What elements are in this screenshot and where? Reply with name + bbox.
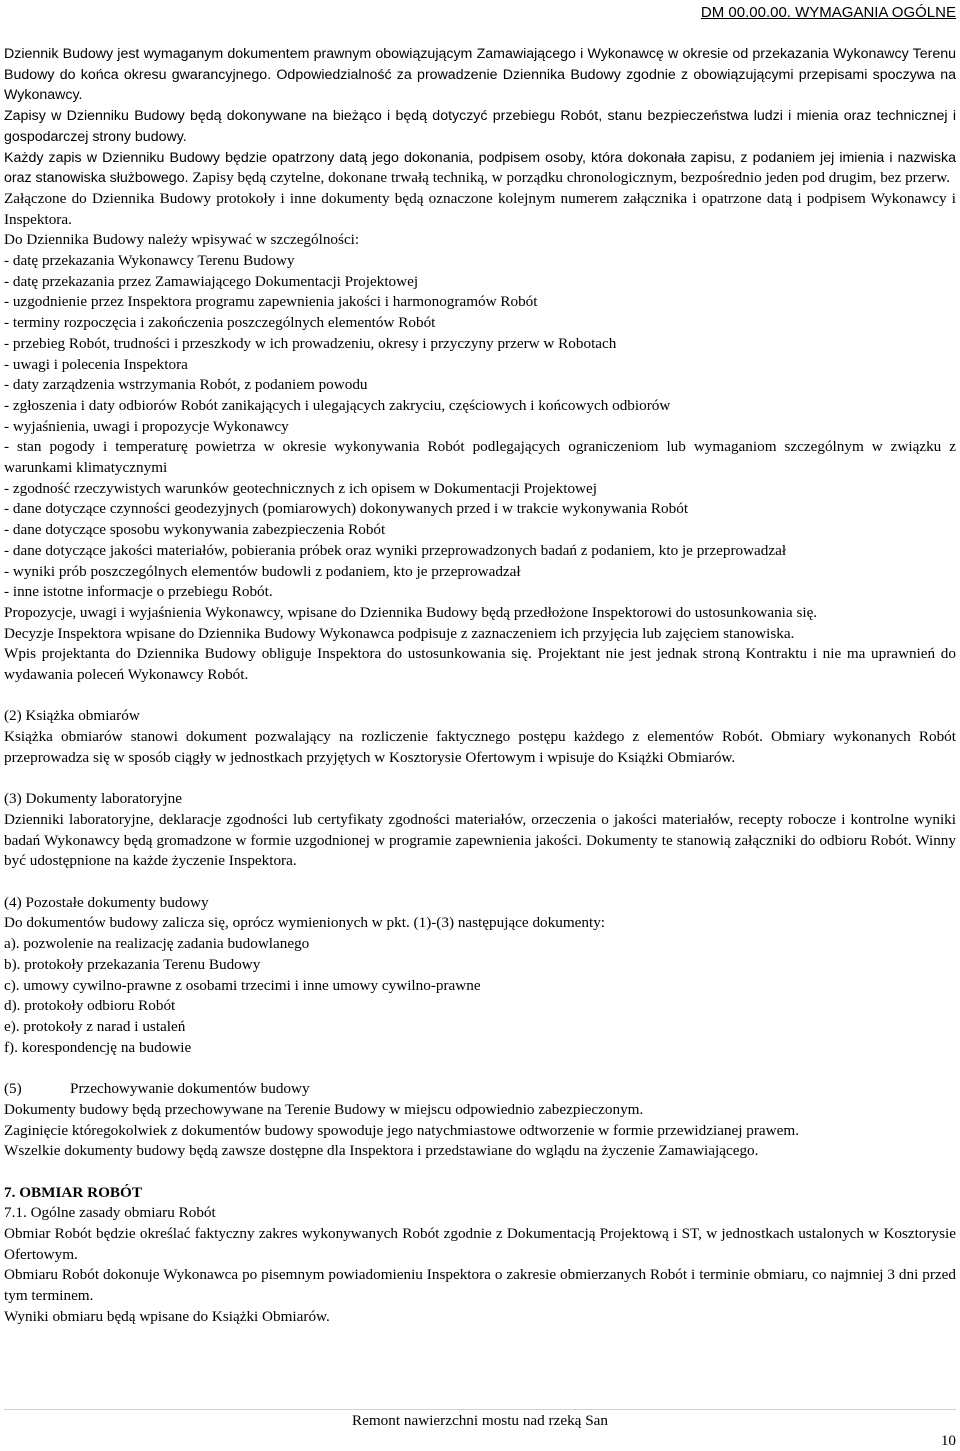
list-intro: Do Dziennika Budowy należy wpisywać w szczególności: — [4, 231, 360, 249]
paragraph: Propozycje, uwagi i wyjaśnienia Wykonawcy, wpisane do Dziennika Budowy będą przedłożone Inspektorowi do ustosunkowania się. — [4, 603, 818, 621]
page-number: 10 — [940, 1432, 956, 1449]
spacer — [4, 686, 956, 707]
paragraph: Książka obmiarów stanowi dokument pozwalający na rozliczenie faktycznego postępu każdego z elementów Robót. Obmiary wykonanych Robót przeprowadza się w sposób ciągły w jednostkach przyjętych w Kosztorysie Ofertowym i wpisuje do Książki Obmiarów. — [4, 728, 956, 766]
list-item: - wyniki prób poszczególnych elementów budowli z podaniem, kto je przeprowadzał — [4, 562, 521, 580]
list-item: - dane dotyczące czynności geodezyjnych (pomiarowych) dokonywanych przed i w trakcie wykonywania Robót — [4, 500, 689, 518]
running-header: DM 00.00.00. WYMAGANIA OGÓLNE — [700, 4, 956, 21]
paragraph: Zaginięcie któregokolwiek z dokumentów budowy spowoduje jego natychmiastowe odtworzenie w formie przewidzianej prawem. — [4, 1121, 799, 1139]
section-number: (5) — [4, 1080, 22, 1098]
paragraph-text: Każdy zapis w Dzienniku Budowy będzie opatrzony datą jego dokonania, podpisem osoby, która dokonała zapisu, z podaniem jej imienia i nazwiska oraz stanowiska służbowego. — [4, 149, 956, 187]
paragraph: Decyzje Inspektora wpisane do Dziennika Budowy Wykonawca podpisuje z zaznaczeniem ich przyjęcia lub zajęciem stanowiska. — [4, 624, 795, 642]
paragraph-text: Zapisy będą czytelne, dokonane trwałą techniką, w porządku chronologicznym, bezpośrednio jeden pod drugim, bez przerw. — [192, 169, 951, 187]
spacer — [4, 1058, 956, 1079]
paragraph: Zapisy w Dzienniku Budowy będą dokonywane na bieżąco i będą dotyczyć przebiegu Robót, stanu bezpieczeństwa ludzi i mienia oraz technicznej i gospodarczej strony budowy. — [4, 108, 956, 145]
paragraph: Dokumenty budowy będą przechowywane na Terenie Budowy w miejscu odpowiednio zabezpieczonym. — [4, 1100, 644, 1118]
list-item: - wyjaśnienia, uwagi i propozycje Wykonawcy — [4, 417, 289, 435]
section-title: Przechowywanie dokumentów budowy — [70, 1080, 310, 1098]
paragraph: Wszelkie dokumenty budowy będą zawsze dostępne dla Inspektora i przedstawiane do wglądu na życzenie Zamawiającego. — [4, 1142, 759, 1160]
list-item: - dane dotyczące sposobu wykonywania zabezpieczenia Robót — [4, 521, 386, 539]
paragraph: Obmiar Robót będzie określać faktyczny zakres wykonywanych Robót zgodnie z Dokumentacją Projektową i ST, w jednostkach ustalonych w Kosztorysie Ofertowym. — [4, 1225, 956, 1263]
paragraph: Dzienniki laboratoryjne, deklaracje zgodności lub certyfikaty zgodności materiałów, orzeczenia o jakości materiałów, recepty robocze i kontrolne wyniki badań Wykonawcy będą gromadzone w formie uzgodnionej w programie zapewnienia jakości. Dokumenty te stanowią załączniki do odbioru Robót. Winny być udostępnione na każde życzenie Inspektora. — [4, 810, 956, 870]
list-item: - uzgodnienie przez Inspektora programu zapewnienia jakości i harmonogramów Robót — [4, 293, 538, 311]
section-heading: (4) Pozostałe dokumenty budowy — [4, 893, 209, 911]
list-item: f). korespondencję na budowie — [4, 1038, 192, 1056]
paragraph: Wyniki obmiaru będą wpisane do Książki Obmiarów. — [4, 1307, 330, 1325]
list-item: d). protokoły odbioru Robót — [4, 997, 176, 1015]
paragraph — [4, 148, 956, 189]
section-heading: (2) Książka obmiarów — [4, 707, 140, 725]
footer-divider — [4, 1409, 956, 1410]
list-item: - przebieg Robót, trudności i przeszkody w ich prowadzeniu, okresy i przyczyny przerw w Robotach — [4, 334, 617, 352]
list-item: b). protokoły przekazania Terenu Budowy — [4, 955, 261, 973]
list-item: - zgłoszenia i daty odbiorów Robót zanikających i ulegających zakryciu, częściowych i końcowych odbiorów — [4, 396, 671, 414]
list-item: - zgodność rzeczywistych warunków geotechnicznych z ich opisem w Dokumentacji Projektowej — [4, 479, 597, 497]
spacer — [4, 769, 956, 790]
list-item: - dane dotyczące jakości materiałów, pobierania próbek oraz wyniki przeprowadzonych badań z podaniem, kto je przeprowadzał — [4, 541, 787, 559]
paragraph: Obmiaru Robót dokonuje Wykonawca po pisemnym powiadomieniu Inspektora o zakresie obmierzanych Robót i terminie obmiaru, co najmniej 3 dni przed tym terminem. — [4, 1266, 956, 1305]
paragraph: Załączone do Dziennika Budowy protokoły i inne dokumenty będą oznaczone kolejnym numerem załącznika i opatrzone datą i podpisem Wykonawcy i Inspektora. — [4, 189, 956, 228]
section-heading: (3) Dokumenty laboratoryjne — [4, 790, 182, 808]
spacer — [4, 1162, 956, 1183]
spacer — [4, 872, 956, 893]
list-item: - daty zarządzenia wstrzymania Robót, z podaniem powodu — [4, 376, 368, 394]
list-item: c). umowy cywilno-prawne z osobami trzecimi i inne umowy cywilno-prawne — [4, 976, 481, 994]
list-item: e). protokoły z narad i ustaleń — [4, 1018, 186, 1035]
footer-title: Remont nawierzchni mostu nad rzeką San — [352, 1412, 608, 1429]
list-item: - datę przekazania przez Zamawiającego Dokumentacji Projektowej — [4, 272, 419, 290]
section-heading — [4, 1079, 956, 1100]
subsection-heading: 7.1. Ogólne zasady obmiaru Robót — [4, 1204, 216, 1222]
list-item: a). pozwolenie na realizację zadania budowlanego — [4, 935, 310, 953]
chapter-heading: 7. OBMIAR ROBÓT — [4, 1183, 142, 1201]
list-item: - datę przekazania Wykonawcy Terenu Budowy — [4, 252, 295, 270]
paragraph: Wpis projektanta do Dziennika Budowy obliguje Inspektora do ustosunkowania się. Projektant nie jest jednak stroną Kontraktu i nie ma uprawnień do wydawania poleceń Wykonawcy Robót. — [4, 645, 956, 684]
document-body — [4, 44, 956, 1328]
list-item: - uwagi i polecenia Inspektora — [4, 355, 188, 373]
list-item: - inne istotne informacje o przebiegu Robót. — [4, 583, 273, 601]
list-intro: Do dokumentów budowy zalicza się, oprócz wymienionych w pkt. (1)-(3) następujące dokumenty: — [4, 914, 606, 932]
paragraph: Dziennik Budowy jest wymaganym dokumentem prawnym obowiązującym Zamawiającego i Wykonawcę w okresie od przekazania Wykonawcy Terenu Budowy do końca okresu gwarancyjnego. Odpowiedzialność za prowadzenie Dziennika Budowy zgodnie z obowiązującymi przepisami spoczywa na Wykonawcy. — [4, 46, 956, 104]
list-item: - stan pogody i temperaturę powietrza w okresie wykonywania Robót podlegających ograniczeniom lub wymaganiom szczególnym w związku z warunkami klimatycznymi — [4, 438, 956, 477]
list-item: - terminy rozpoczęcia i zakończenia poszczególnych elementów Robót — [4, 314, 436, 332]
